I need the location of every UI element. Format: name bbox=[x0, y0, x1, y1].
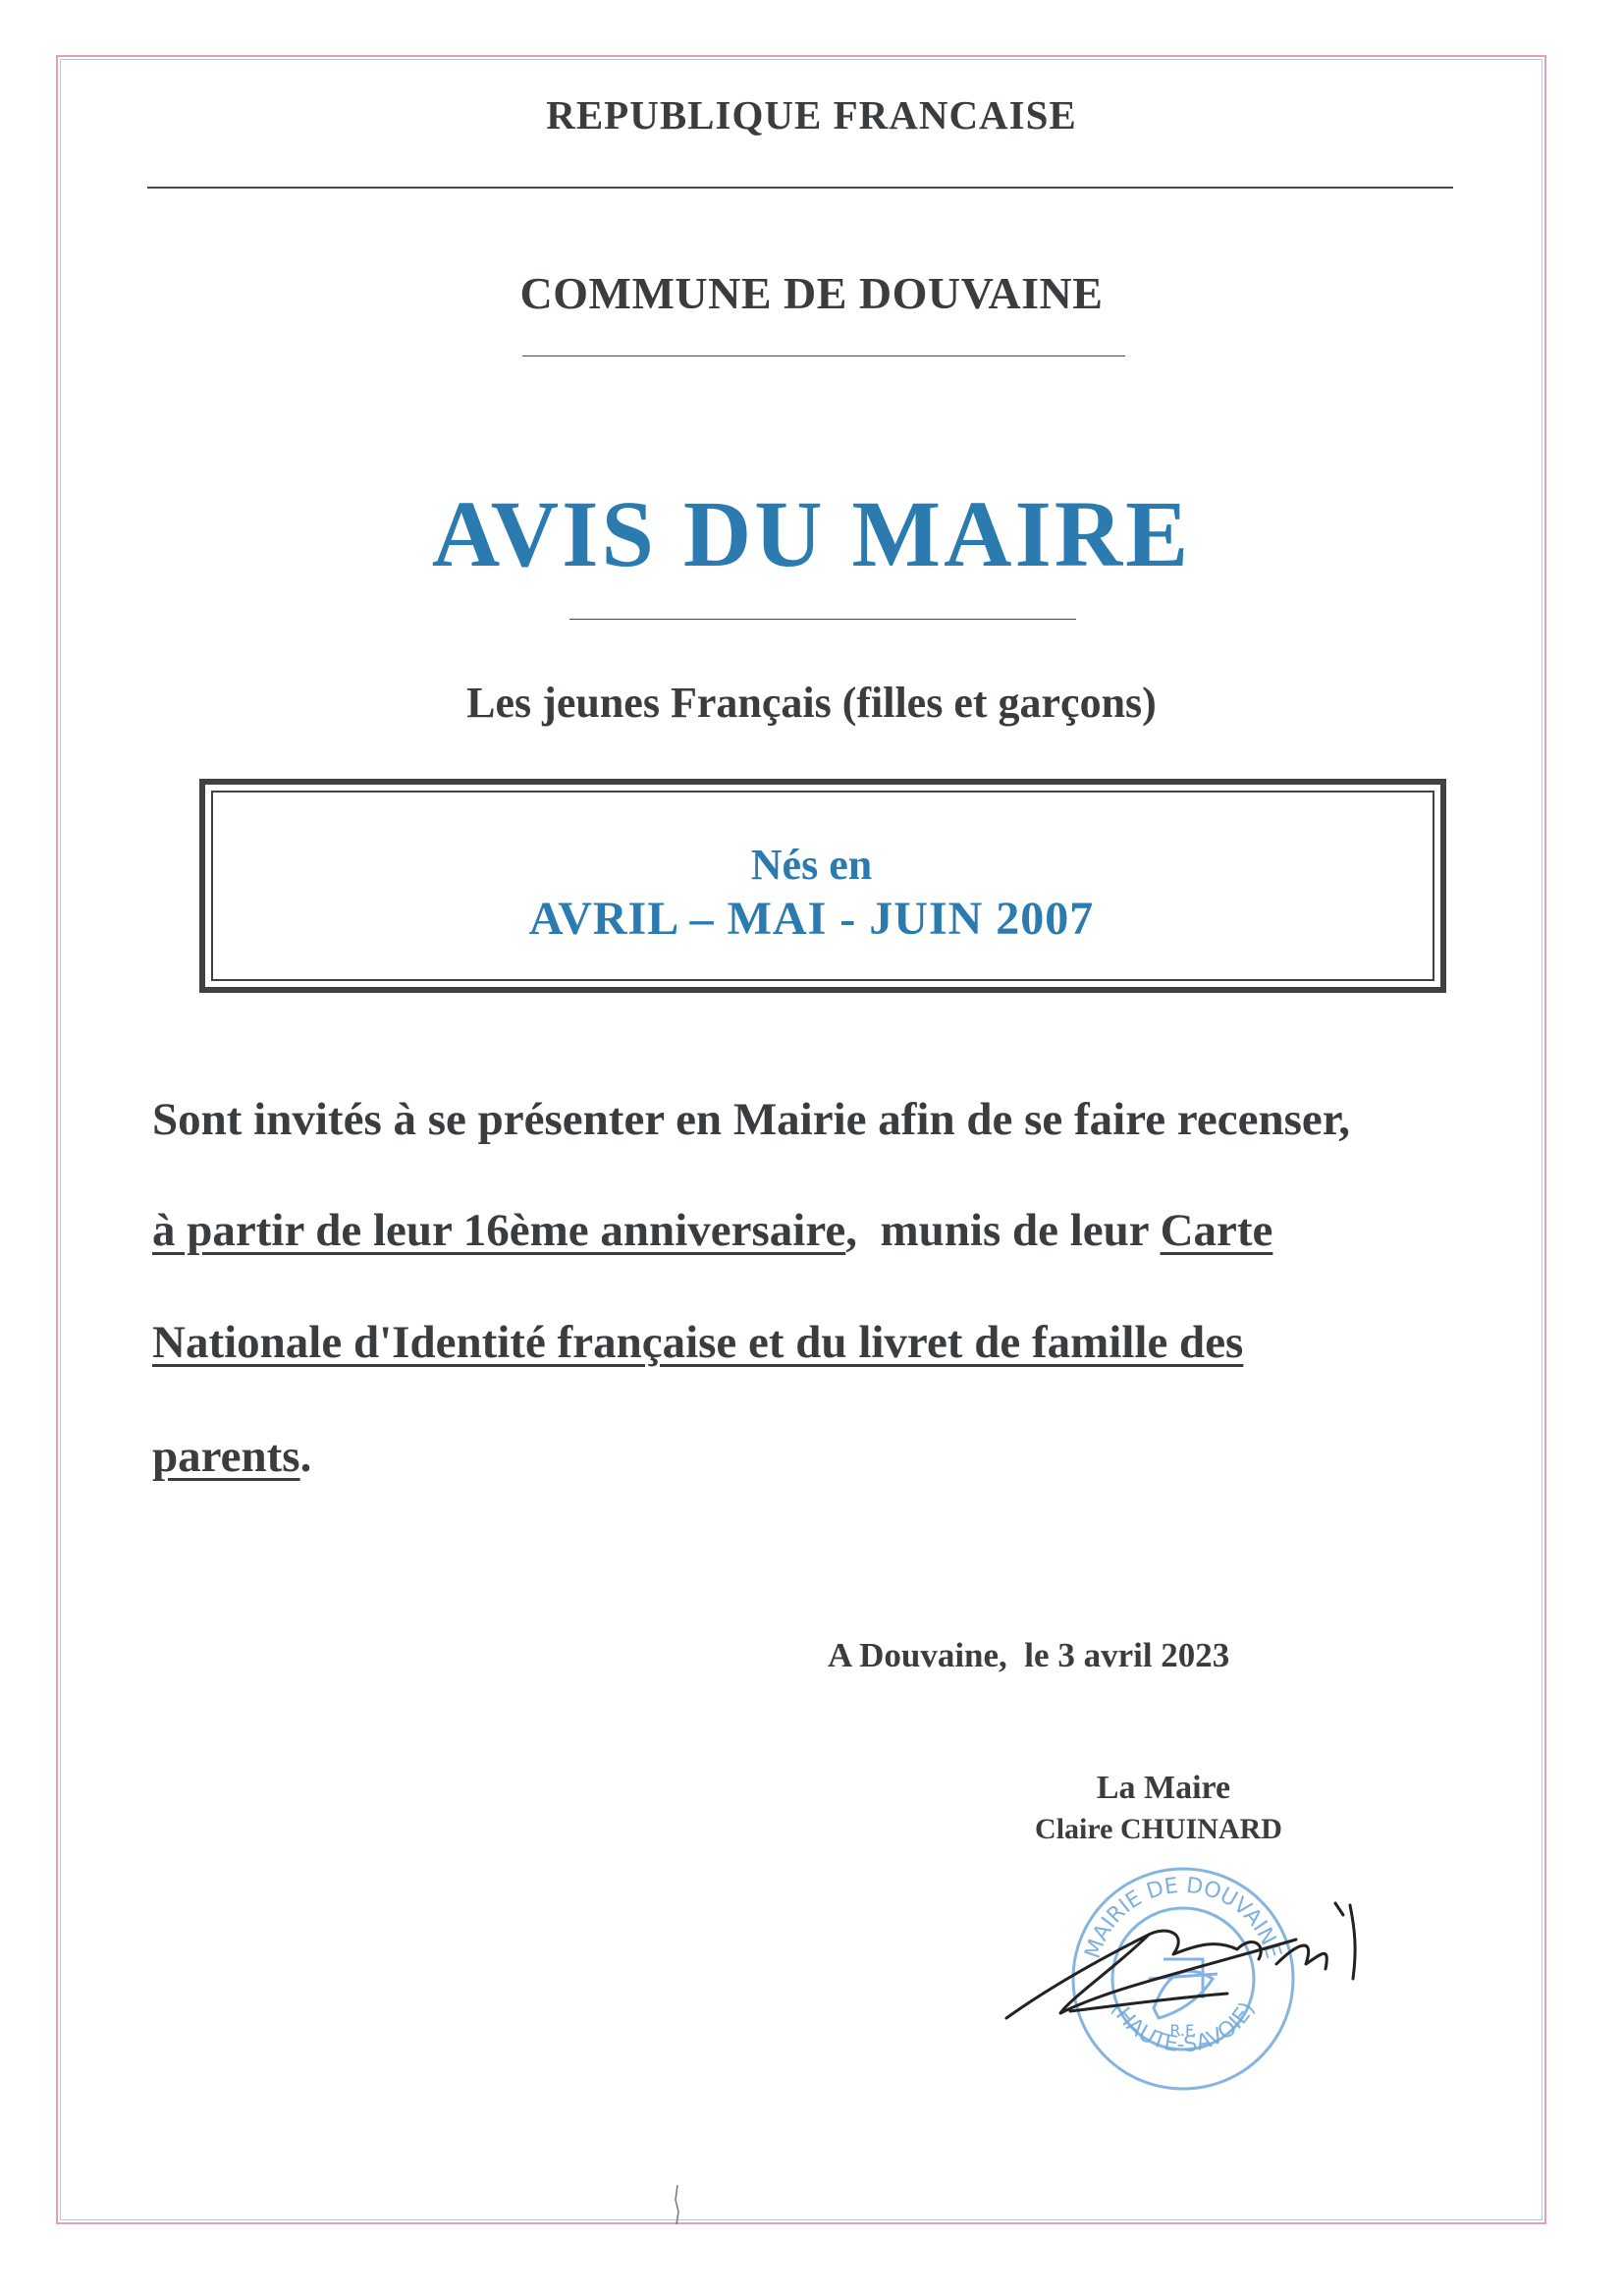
born-label: Nés en bbox=[750, 841, 873, 889]
divider-title bbox=[569, 619, 1076, 620]
stamp-top-text: MAIRIE DE DOUVAINE bbox=[1080, 1873, 1286, 1962]
born-period: AVRIL – MAI - JUIN 2007 bbox=[528, 893, 1095, 945]
body-line-2 bbox=[152, 1204, 1272, 1257]
body-line-4 bbox=[152, 1430, 311, 1483]
scan-mark bbox=[668, 2180, 687, 2229]
body-underlined-text: parents bbox=[152, 1431, 300, 1482]
body-underlined-text: à partir de leur 16ème anniversaire bbox=[152, 1205, 846, 1256]
divider-top bbox=[147, 187, 1453, 189]
audience-text: Les jeunes Français (filles et garçons) bbox=[466, 679, 1157, 727]
divider-commune bbox=[522, 355, 1125, 356]
commune-heading: COMMUNE DE DOUVAINE bbox=[519, 268, 1104, 318]
stamp-bottom-text: (HAUTE-SAVOIE) bbox=[1106, 1997, 1261, 2058]
body-text: . bbox=[299, 1431, 312, 1482]
country-heading: REPUBLIQUE FRANCAISE bbox=[546, 92, 1077, 137]
body-underlined-text: Carte bbox=[1160, 1205, 1273, 1256]
stamp-middle-text: R.F. bbox=[1169, 2021, 1197, 2040]
signatory-name: Claire CHUINARD bbox=[1035, 1813, 1282, 1845]
place-date: A Douvaine, le 3 avril 2023 bbox=[828, 1636, 1230, 1674]
notice-title: AVIS DU MAIRE bbox=[431, 481, 1192, 586]
handwritten-signature bbox=[1001, 1895, 1375, 2043]
signatory-role: La Maire bbox=[1096, 1770, 1231, 1806]
body-text: Sont invités à se présenter en Mairie afin de se faire recenser, bbox=[152, 1094, 1351, 1145]
body-text: , munis de leur bbox=[845, 1205, 1161, 1256]
body-line-1 bbox=[152, 1093, 1350, 1146]
body-underlined-text: Nationale d'Identité française et du livret de famille des bbox=[152, 1317, 1244, 1368]
body-line-3 bbox=[152, 1316, 1243, 1369]
